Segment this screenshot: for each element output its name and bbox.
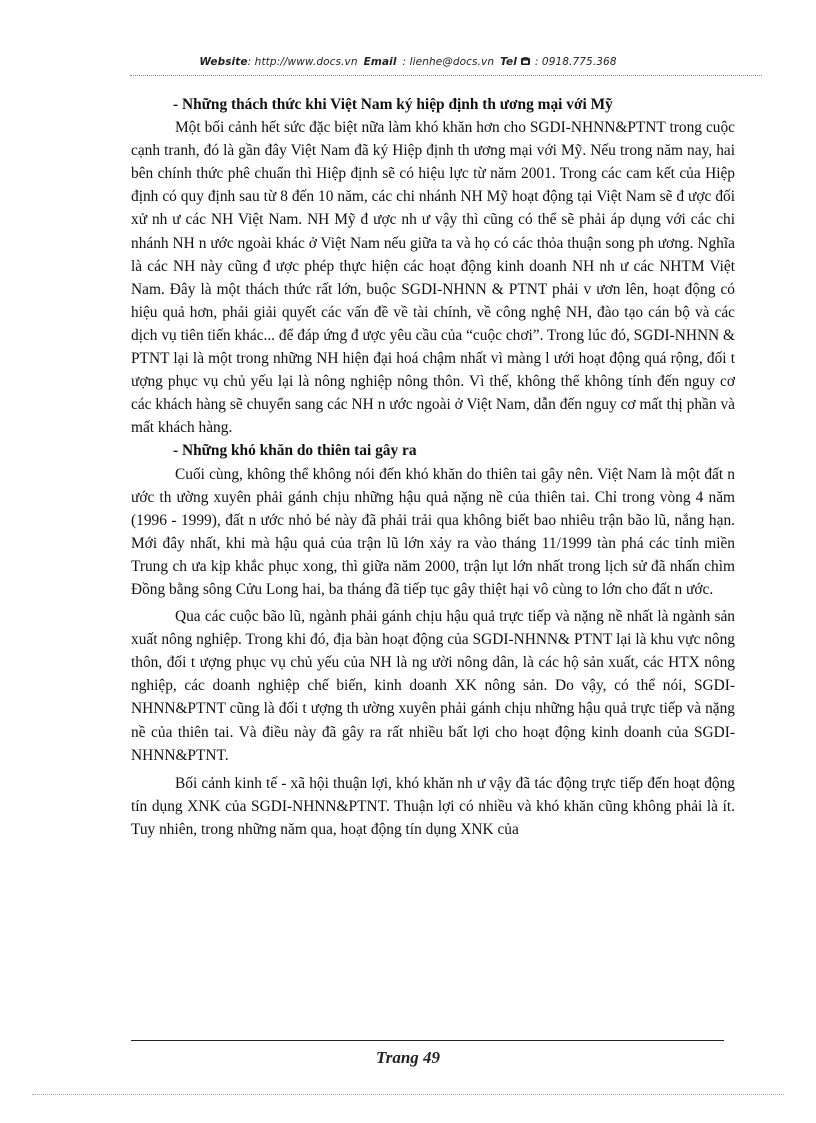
section-heading-trade-agreement: - Những thách thức khi Việt Nam ký hiệp định th ương mại với Mỹ — [173, 96, 613, 113]
paragraph-context-summary: Bối cảnh kinh tế - xã hội thuận lợi, khó khăn nh ư vậy đã tác động trực tiếp đến hoạt động tín dụng XNK của SGDI-NHNN&PTNT. Thuận lợi có nhiều và khó khăn cũng không phải là ít. Tuy nhiên, trong những năm qua, hoạt động tín dụng XNK của — [131, 774, 735, 838]
paragraph-natural-disasters: Cuối cùng, không thể không nói đến khó khăn do thiên tai gây nên. Việt Nam là một đất n ước th ường xuyên phải gánh chịu những hậu quả nặng nề của thiên tai. Chỉ trong vòng 4 năm (1996 - 1999), đất n ước nhỏ bé này đã phải trải qua không biết bao nhiêu trận bão lũ, nắng hạn. Mới đây nhất, khi mà hậu quả của trận lũ lớn xảy ra vào tháng 11/1999 tàn phá các tỉnh miền Trung ch ưa kịp khắc phục xong, thì giữa năm 2000, trận lụt lớn nhất trong lịch sử đã nhấn chìm Đồng bằng sông Cửu Long hai, ba tháng đã tiếp tục gây thiệt hại vô cùng to lớn cho đất n ước. — [131, 465, 735, 598]
website-label: Website — [199, 56, 248, 68]
tel-label: Tel — [500, 56, 517, 68]
bottom-dotted-rule — [32, 1094, 784, 1095]
email-value[interactable]: : lienhe@docs.vn — [402, 56, 495, 68]
section-heading-natural-disasters: - Những khó khăn do thiên tai gây ra — [173, 442, 417, 460]
phone-icon — [520, 56, 534, 68]
page-number: Trang 49 — [375, 1048, 441, 1067]
page-header — [0, 56, 816, 68]
document-body — [131, 93, 735, 841]
paragraph-agriculture-impact: Qua các cuộc bão lũ, ngành phải gánh chịu hậu quả trực tiếp và nặng nề nhất là ngành sản xuất nông nghiệp. Trong khi đó, địa bàn hoạt động của SGDI-NHNN& PTNT lại là khu vực nông thôn, đối t ượng phục vụ chủ yếu của NH là ng ười nông dân, là các hộ sản xuất, các HTX nông nghiệp, các doanh nghiệp chế biến, kinh doanh XK nông sản. Do vậy, có thể nói, SGDI-NHNN&PTNT cũng là đối t ượng th ường xuyên phải gánh chịu những hậu quả trực tiếp và nặng nề của thiên tai. Và điều này đã gây ra rất nhiều bất lợi cho hoạt động kinh doanh của SGDI-NHNN&PTNT. — [131, 608, 735, 764]
email-label: Email — [363, 56, 397, 68]
paragraph-trade-agreement: Một bối cảnh hết sức đặc biệt nữa làm khó khăn hơn cho SGDI-NHNN&PTNT trong cuộc cạnh tranh, đó là gần đây Việt Nam đã ký Hiệp định th ương mại với Mỹ. Nếu trong năm nay, hai bên chính thức phê chuẩn thì Hiệp định sẽ có hiệu lực từ năm 2001. Trong các cam kết của Hiệp định có quy định sau từ 8 đến 10 năm, các chi nhánh NH Mỹ hoạt động tại Việt Nam sẽ đ ược đối xử nh ư các NH Việt Nam. NH Mỹ đ ược nh ư vậy thì cũng có thể sẽ phải áp dụng với các chi nhánh NH n ước ngoài khác ở Việt Nam nếu giữa ta và họ có các thỏa thuận song ph ương. Nghĩa là các NH này cũng đ ược phép thực hiện các hoạt động kinh doanh NH nh ư các NHTM Việt Nam. Đây là một thách thức rất lớn, buộc SGDI-NHNN & PTNT phải v ươn lên, hoạt động có hiệu quả hơn, phải giải quyết các vấn đề về tài chính, về công nghệ NH, đào tạo cán bộ và các dịch vụ tiên tiến khác... để đáp ứng đ ược yêu cầu của “cuộc chơi”. Trong lúc đó, SGDI-NHNN & PTNT lại là một trong những NH hiện đại hoá chậm nhất vì màng l ưới hoạt động quá rộng, đối t ượng phục vụ chủ yếu lại là nông nghiệp nông thôn. Vì thế, không thể không tính đến nguy cơ các khách hàng sẽ chuyển sang các NH n ước ngoài ở Việt Nam, dẫn đến nguy cơ mất thị phần và mất khách hàng. — [131, 119, 735, 437]
website-value[interactable]: : http://www.docs.vn — [247, 56, 358, 68]
footer-divider — [131, 1040, 724, 1041]
header-divider — [130, 75, 762, 76]
tel-value: : 0918.775.368 — [534, 56, 617, 68]
